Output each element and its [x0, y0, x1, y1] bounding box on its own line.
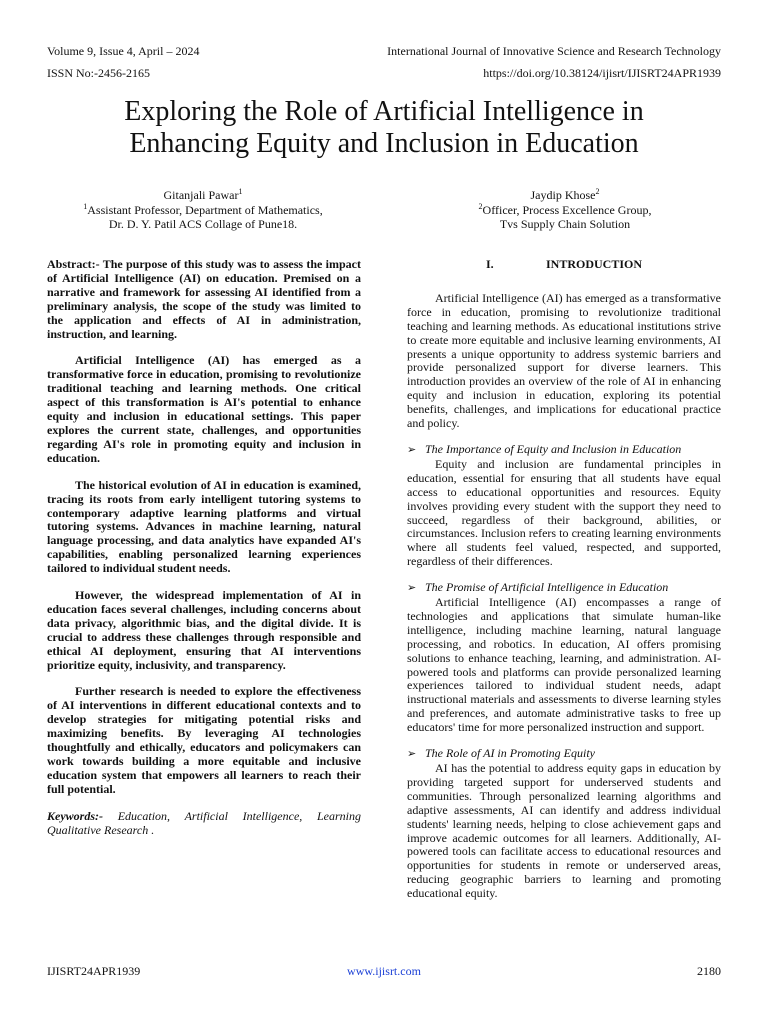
doi-link[interactable]: https://doi.org/10.38124/ijisrt/IJISRT24APR1939 [483, 66, 721, 80]
subsection-paragraph: AI has the potential to address equity gaps in education by providing targeted support for underserved students and communities. Through personalized learning algorithms and adaptive assessments, AI can identify and address individual students' learning needs, helping to close achievement gaps and improve academic outcomes for all learners. Additionally, AI-powered tools can facilitate access to educational resources and opportunities for students in remote or underserved areas, reducing geographic barriers to learning and promoting educational equity. [407, 761, 721, 901]
arrow-bullet-icon: ➢ [407, 748, 417, 761]
title-line-2: Enhancing Equity and Inclusion in Education [129, 128, 639, 159]
right-column [407, 258, 721, 913]
left-column [47, 258, 361, 838]
title-line-1: Exploring the Role of Artificial Intelligence in [124, 96, 644, 127]
page-number: 2180 [697, 964, 721, 978]
author-affiliation: $^2$Officer, Process Excellence Group, [478, 201, 652, 217]
author-affiliation-line-2: Dr. D. Y. Patil ACS Collage of Pune18. [108, 217, 298, 231]
volume-issue: Volume 9, Issue 4, April – 2024 [47, 44, 200, 58]
author-name: Gitanjali Pawar$^1$ [163, 187, 243, 202]
journal-name: International Journal of Innovative Science and Research Technology [387, 44, 721, 58]
author-affiliation: $^1$Assistant Professor, Department of Mathematics, [83, 201, 323, 217]
subsection-paragraph: Equity and inclusion are fundamental principles in education, essential for ensuring that all students have equal access to educational opportunities and resources. Equity involves providing every student with the support they need to succeed, regardless of their background, abilities, or circumstances. Inclusion refers to creating learning environments where all students feel valued, respected, and supported, regardless of their differences. [407, 456, 721, 569]
keywords-text: Education, Artificial Intelligence, Learning Qualitative Research . [47, 808, 361, 837]
arrow-bullet-icon: ➢ [407, 582, 417, 595]
abstract-paragraph: Artificial Intelligence (AI) has emerged as a transformative force in education, promising to revolutionize traditional teaching and learning methods. One critical aspect of this transformation is AI's potential to enhance equity and inclusion in educational settings. This paper explores the current state, challenges, and opportunities regarding AI's role in promoting equity and inclusion in education. [47, 353, 361, 465]
footer-paper-id: IJISRT24APR1939 [47, 964, 141, 978]
subsection-heading: ➢ The Importance of Equity and Inclusion in Education [407, 441, 682, 456]
abstract-paragraph: However, the widespread implementation of AI in education faces several challenges, including concerns about data privacy, algorithmic bias, and the digital divide. It is crucial to address these challenges through responsible and ethical AI deployment, ensuring that AI interventions prioritize equity, inclusivity, and transparency. [47, 588, 361, 672]
subsection-paragraph: Artificial Intelligence (AI) encompasses a range of technologies and applications that simulate human-like intelligence, including machine learning, natural language processing, and robotics. In education, AI offers promising solutions to enhance teaching, learning, and administration. AI-powered tools and platforms can provide personalized learning experiences tailored to individual student needs, adapt instructional materials and assessments to diverse learning styles and preferences, and automate administrative tasks to free up educators' time for more personalized instruction and support. [407, 595, 721, 735]
subsection-heading: ➢ The Promise of Artificial Intelligence in Education [407, 580, 669, 595]
abstract-paragraph: Further research is needed to explore the effectiveness of AI interventions in different educational contexts and to develop strategies for mitigating potential risks and maximizing benefits. By leveraging AI technologies thoughtfully and ethically, educators and policymakers can work towards building a more equitable and inclusive education system that empowers all learners to reach their full potential. [47, 684, 361, 796]
abstract-paragraph: The historical evolution of AI in education is examined, tracing its roots from early intelligent tutoring systems to contemporary adaptive learning platforms and virtual tutoring systems. Advances in machine learning, natural language processing, and data analytics have expanded AI's capabilities, enabling personalized learning experiences tailored to individual student needs. [47, 477, 361, 576]
author-affiliation-line-2: Tvs Supply Chain Solution [499, 217, 631, 231]
abstract-paragraph: Abstract:- The purpose of this study was to assess the impact of Artificial Intelligence (AI) on education. Premised on a narrative and framework for assessing AI identified from a preliminary analysis, the scope of the study was limited to the application and effects of AI in administration, instruction, and learning. [47, 257, 361, 341]
subsection-heading: ➢ The Role of AI in Promoting Equity [407, 746, 595, 761]
section-title: INTRODUCTION [545, 257, 642, 271]
author-block-1 [48, 188, 358, 232]
author-name: Jaydip Khose$^2$ [530, 187, 600, 202]
keywords [47, 810, 361, 838]
paper-title [40, 96, 728, 160]
section-number: I. [485, 257, 494, 271]
author-block-2 [410, 188, 720, 232]
intro-paragraph: Artificial Intelligence (AI) has emerged as a transformative force in education, promising to revolutionize traditional teaching and learning methods. As educational institutions strive to create more equitable and inclusive learning environments, AI presents a unique opportunity to address systemic barriers and provide personalized support for diverse learners. This introduction provides an overview of the role of AI in enhancing equity and inclusion in education, exploring its potential benefits, challenges, and implications for educational practice and policy. [407, 290, 721, 431]
section-heading [407, 258, 721, 272]
keywords-label: Keywords:- [47, 808, 103, 823]
arrow-bullet-icon: ➢ [407, 443, 417, 456]
footer-website-link[interactable]: www.ijisrt.com [347, 964, 421, 978]
issn: ISSN No:-2456-2165 [47, 66, 151, 80]
